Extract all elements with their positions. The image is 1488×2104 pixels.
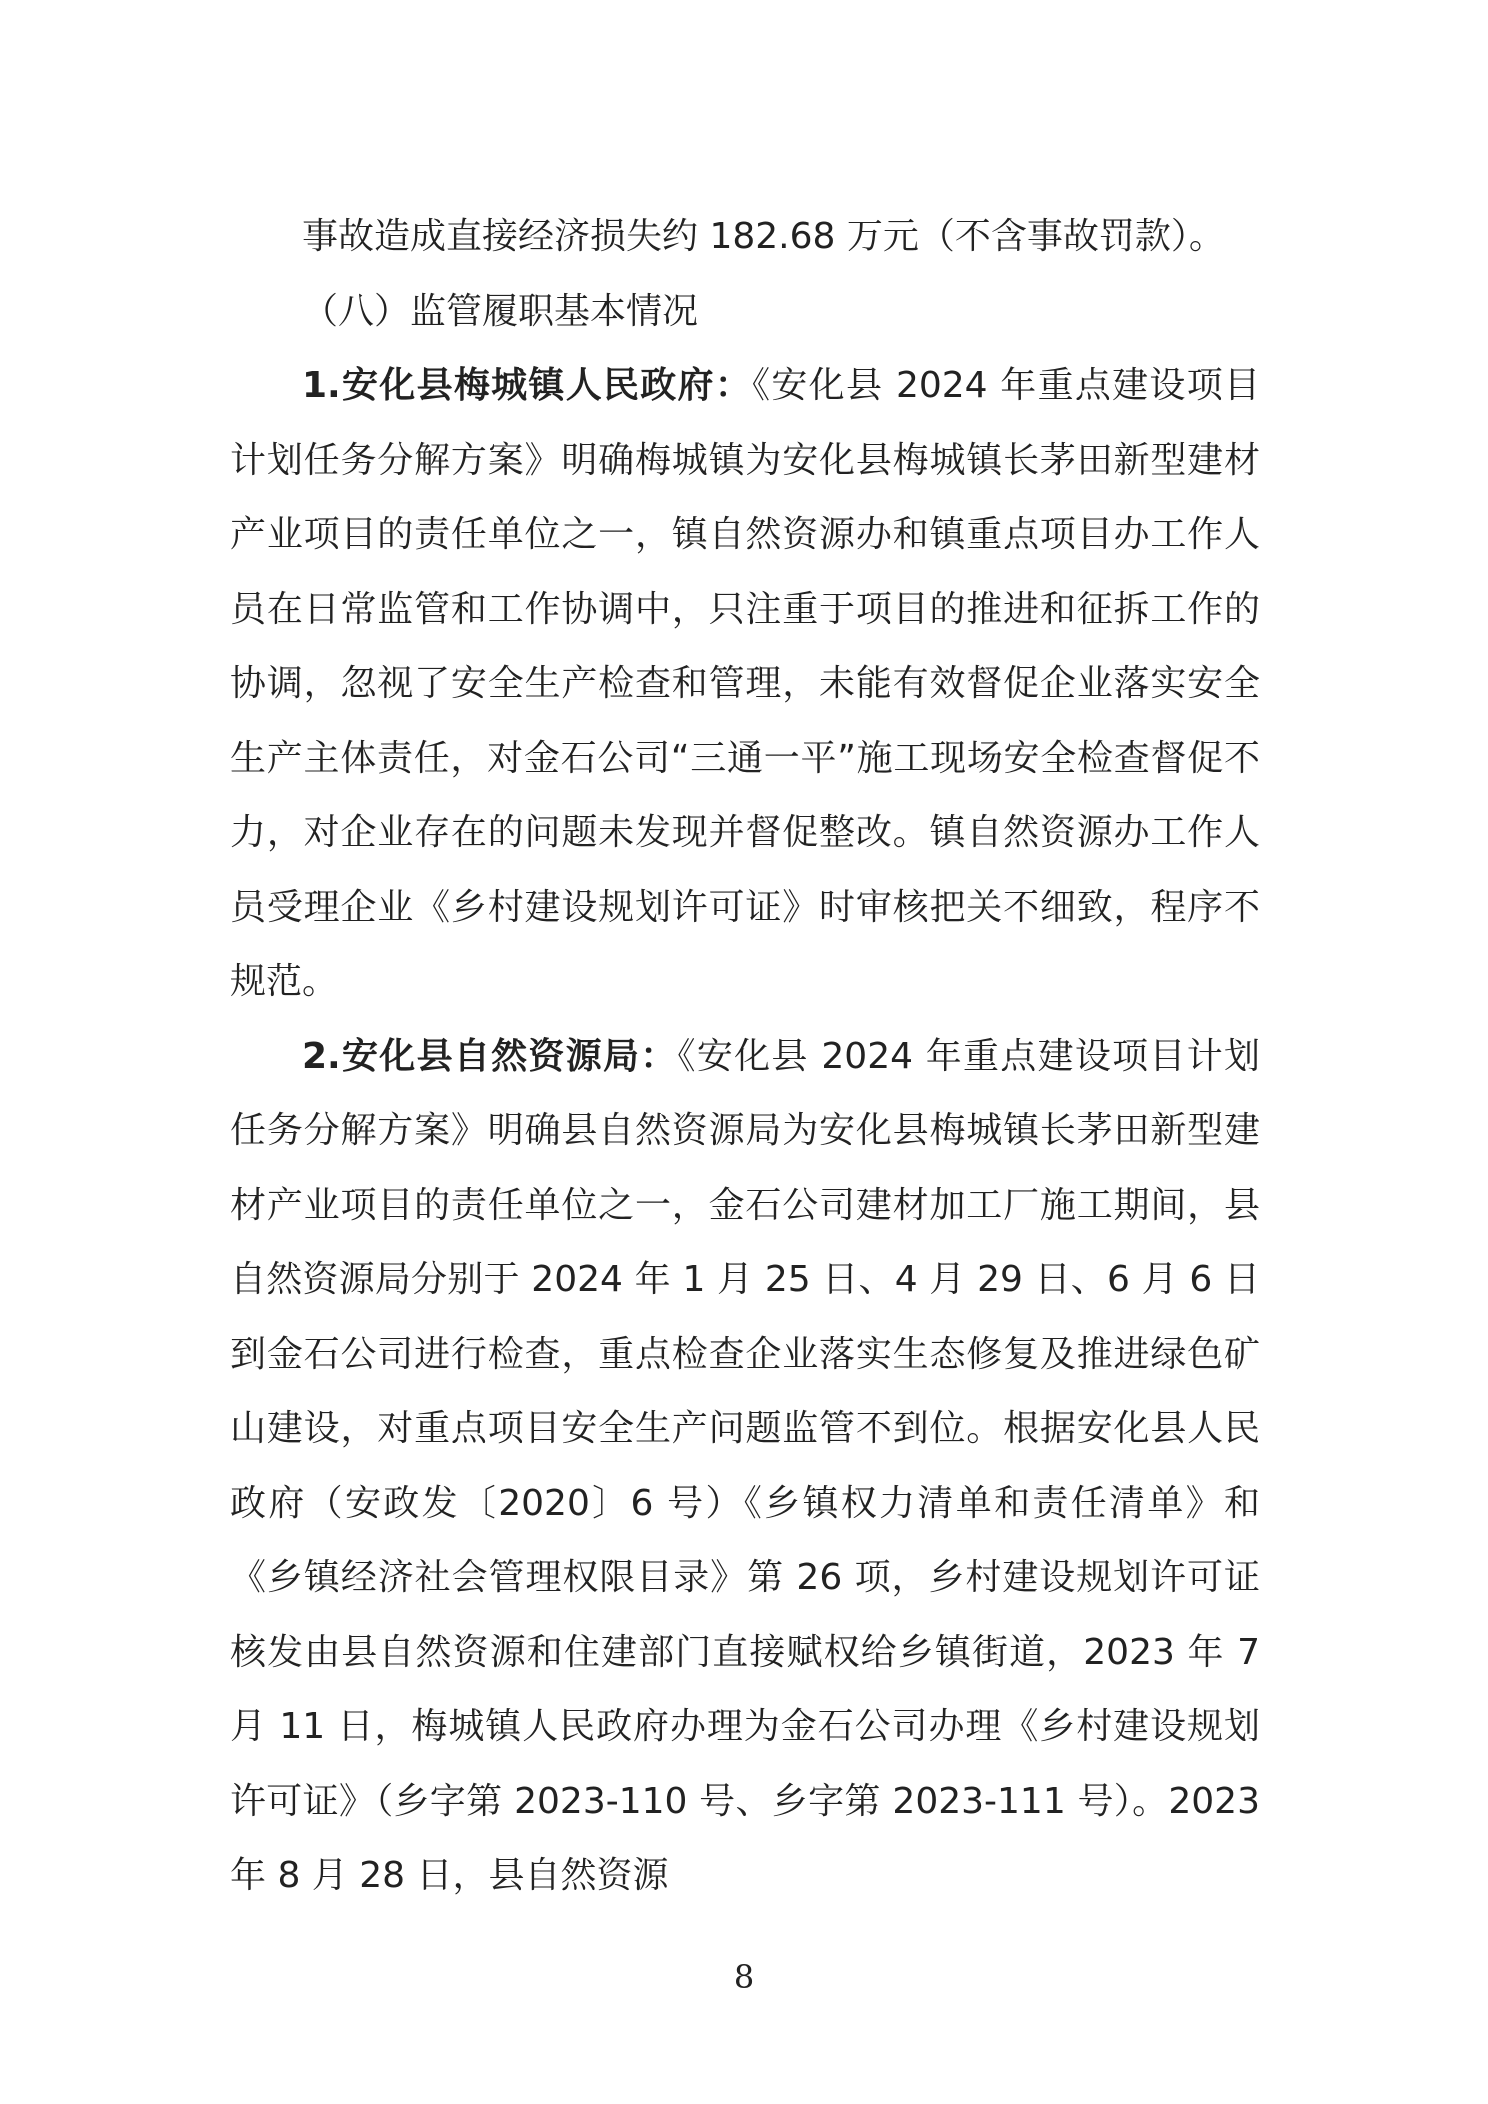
body-text (230, 200, 1260, 1914)
paragraph-text: 《安化县 2024 年重点建设项目计划任务分解方案》明确县自然资源局为安化县梅城镇长茅田新型建材产业项目的责任单位之一，金石公司建材加工厂施工期间，县自然资源局分别于 2024 年 1 月 25 日、4 月 29 日、6 月 6 日到金石公司进行检查，重点检查企业落实生态修复及推进绿色矿山建设，对重点项目安全生产问题监管不到位。根据安化县人民政府（安政发〔2020〕6 号）《乡镇权力清单和责任清单》和《乡镇经济社会管理权限目录》第 26 项，乡村建设规划许可证核发由县自然资源和住建部门直接赋权给乡镇街道，2023 年 7 月 11 日，梅城镇人民政府办理为金石公司办理《乡村建设规划许可证》（乡字第 2023-110 号、乡字第 2023-111 号）。2023 年 8 月 28 日，县自然资源 (230, 1035, 1260, 1896)
page-number: 8 (733, 1958, 755, 1996)
section-heading-supervision (230, 275, 1260, 350)
paragraph-text: 事故造成直接经济损失约 182.68 万元（不含事故罚款）。 (302, 216, 1225, 257)
paragraph-lead: 2.安化县自然资源局： (302, 1035, 678, 1077)
paragraph-natural-resources-bureau (230, 1020, 1260, 1914)
section-heading-text: （八）监管履职基本情况 (302, 290, 699, 332)
paragraph-loss-summary (230, 200, 1260, 275)
paragraph-meicheng-government (230, 349, 1260, 1020)
paragraph-text: 《安化县 2024 年重点建设项目计划任务分解方案》明确梅城镇为安化县梅城镇长茅田新型建材产业项目的责任单位之一，镇自然资源办和镇重点项目办工作人员在日常监管和工作协调中，只注重于项目的推进和征拆工作的协调，忽视了安全生产检查和管理，未能有效督促企业落实安全生产主体责任，对金石公司“三通一平”施工现场安全检查督促不力，对企业存在的问题未发现并督促整改。镇自然资源办工作人员受理企业《乡村建设规划许可证》时审核把关不细致，程序不规范。 (230, 365, 1260, 1002)
paragraph-lead: 1.安化县梅城镇人民政府： (302, 365, 753, 406)
